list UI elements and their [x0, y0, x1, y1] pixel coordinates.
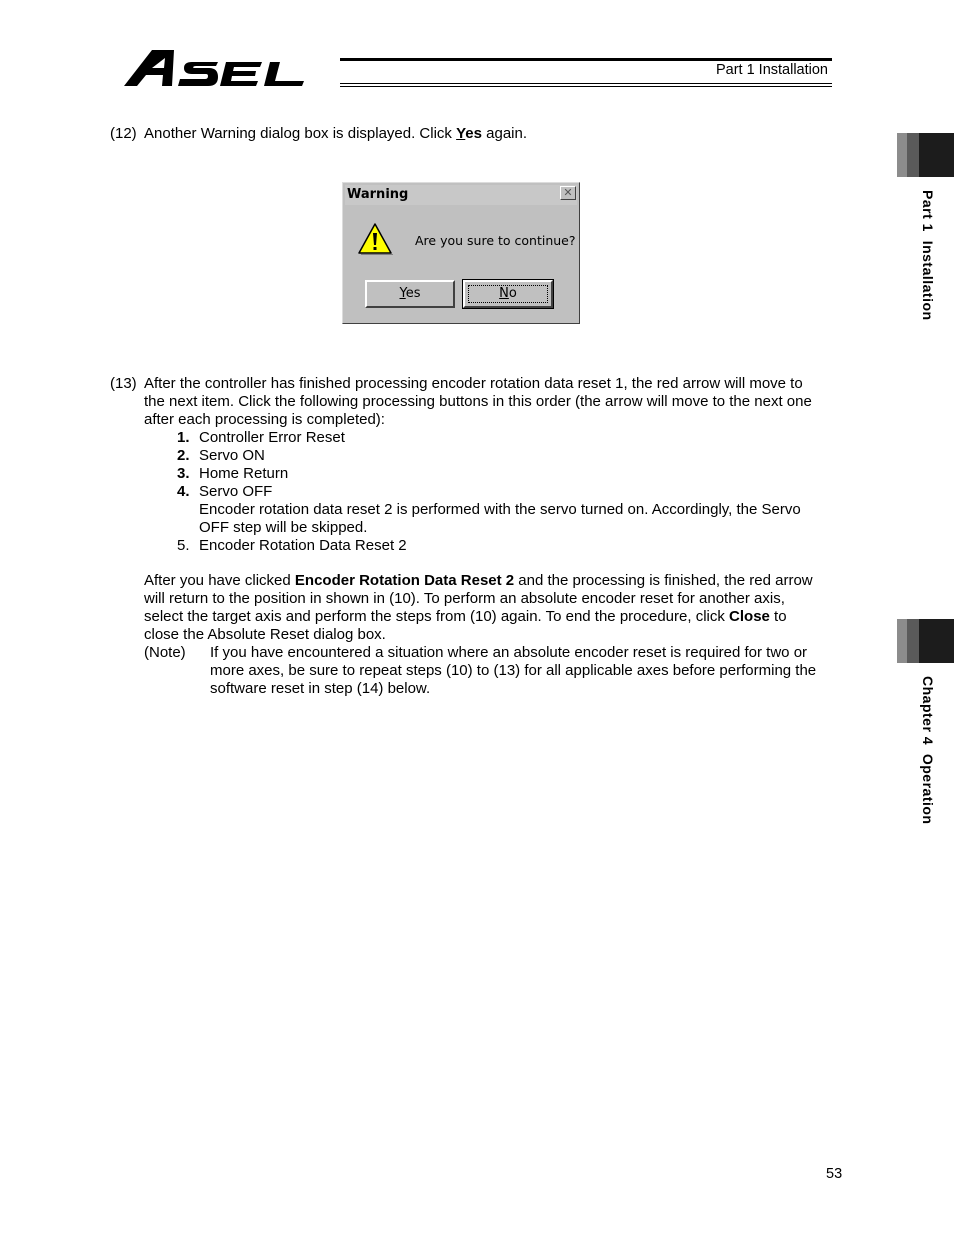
step12-text: Another Warning dialog box is displayed. Click Yes again.: [144, 125, 528, 142]
step-number: (12): [110, 125, 137, 142]
warning-dialog: [342, 182, 580, 324]
step13-line: after each processing is completed):: [144, 411, 385, 428]
paragraph-line: After you have clicked Encoder Rotation Data Reset 2 and the processing is finished, the red arrow: [144, 572, 813, 589]
list-item-number: 3.: [177, 465, 190, 482]
paragraph-line: close the Absolute Reset dialog box.: [144, 626, 386, 643]
list-item-note: OFF step will be skipped.: [199, 519, 368, 536]
yes-button[interactable]: Yes: [365, 280, 455, 308]
side-tab-chapter-shade: [907, 619, 919, 663]
page-number: 53: [826, 1166, 843, 1182]
side-tab-chapter-shade: [897, 619, 907, 663]
list-item-note: Encoder rotation data reset 2 is performed with the servo turned on. Accordingly, the Servo: [199, 501, 801, 518]
list-item-label: Servo ON: [199, 447, 265, 464]
dialog-title: Warning: [345, 185, 577, 205]
side-tab-part-shade: [897, 133, 907, 177]
note-line: If you have encountered a situation where an absolute encoder reset is required for two or: [210, 644, 808, 661]
list-item-label: Encoder Rotation Data Reset 2: [199, 537, 407, 554]
note-line: more axes, be sure to repeat steps (10) to (13) for all applicable axes before performing the: [210, 662, 817, 679]
step13-line: After the controller has finished processing encoder rotation data reset 1, the red arrow will move to: [144, 375, 803, 392]
header-section-label: Part 1 Installation: [715, 62, 828, 78]
list-item-label: Servo OFF: [199, 483, 273, 500]
paragraph-line: will return to the position in shown in (10). To perform an absolute encoder reset for another axis,: [144, 590, 785, 607]
step13-line: the next item. Click the following processing buttons in this order (the arrow will move to the next one: [144, 393, 812, 410]
focus-rect: [468, 285, 548, 303]
note-label: (Note): [144, 644, 186, 661]
dialog-message: Are you sure to continue?: [415, 233, 576, 248]
list-item-number: 5.: [177, 537, 190, 554]
no-button[interactable]: No: [463, 280, 553, 308]
asel-logo: [122, 44, 344, 90]
header-rule: [340, 86, 832, 87]
header-rule: [340, 83, 832, 84]
close-icon[interactable]: ✕: [560, 186, 576, 200]
header-rule: [340, 58, 832, 61]
step-number: (13): [110, 375, 137, 392]
list-item-number: 1.: [177, 429, 190, 446]
list-item-label: Home Return: [199, 465, 289, 482]
side-tab-chapter: [919, 619, 954, 663]
note-line: software reset in step (14) below.: [210, 680, 431, 697]
paragraph-line: select the target axis and perform the steps from (10) again. To end the procedure, click Close to: [144, 608, 787, 625]
side-tab-part: [919, 133, 954, 177]
side-label-part: Part 1 Installation: [920, 190, 936, 321]
side-label-chapter: Chapter 4 Operation: [920, 676, 936, 825]
list-item-number: 4.: [177, 483, 190, 500]
side-tab-part-shade: [907, 133, 919, 177]
warning-exclamation-icon: [357, 221, 393, 257]
list-item-number: 2.: [177, 447, 190, 464]
list-item-label: Controller Error Reset: [199, 429, 345, 446]
